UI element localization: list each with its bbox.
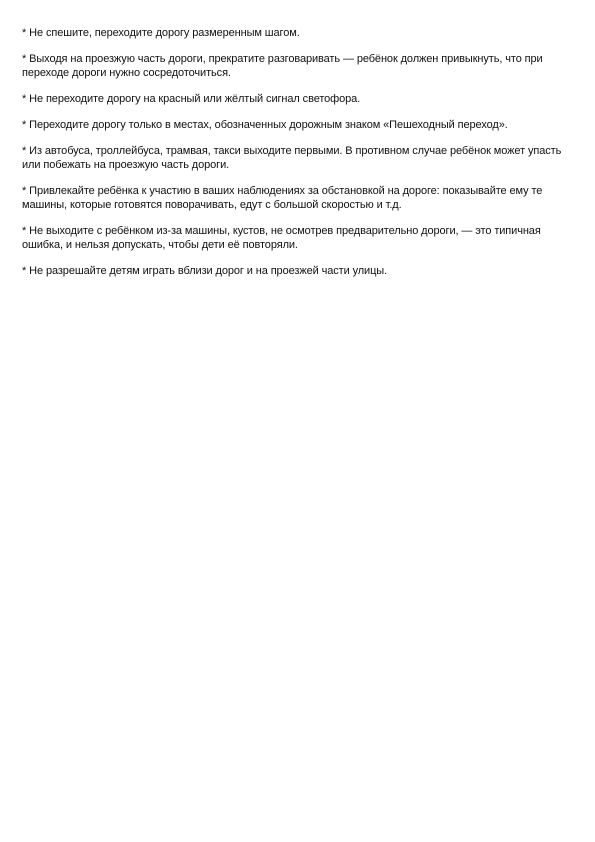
- paragraph-8: * Не разрешайте детям играть вблизи дорог и на проезжей части улицы.: [22, 265, 388, 277]
- paragraph-7: * Не выходите с ребёнком из-за машины, кустов, не осмотрев предварительно дороги, — это типичная ошибка, и нельзя допускать, чтобы дети её повторяли.: [22, 225, 541, 251]
- paragraph-5: * Из автобуса, троллейбуса, трамвая, такси выходите первыми. В противном случае ребёнок может упасть или побежать на проезжую часть дороги.: [22, 145, 562, 171]
- paragraph-2: * Выходя на проезжую часть дороги, прекратите разговаривать — ребёнок должен привыкнуть, что при переходе дороги нужно сосредоточиться.: [22, 53, 543, 79]
- paragraph-3: * Не переходите дорогу на красный или жёлтый сигнал светофора.: [22, 93, 361, 105]
- paragraph-1: * Не спешите, переходите дорогу размеренным шагом.: [22, 27, 300, 39]
- paragraph-4: * Переходите дорогу только в местах, обозначенных дорожным знаком «Пешеходный переход».: [22, 119, 508, 131]
- document-body: [22, 26, 578, 290]
- paragraph-6: * Привлекайте ребёнка к участию в ваших наблюдениях за обстановкой на дороге: показывайте ему те машины, которые готовятся поворачивать, едут с большой скоростью и т.д.: [22, 185, 543, 211]
